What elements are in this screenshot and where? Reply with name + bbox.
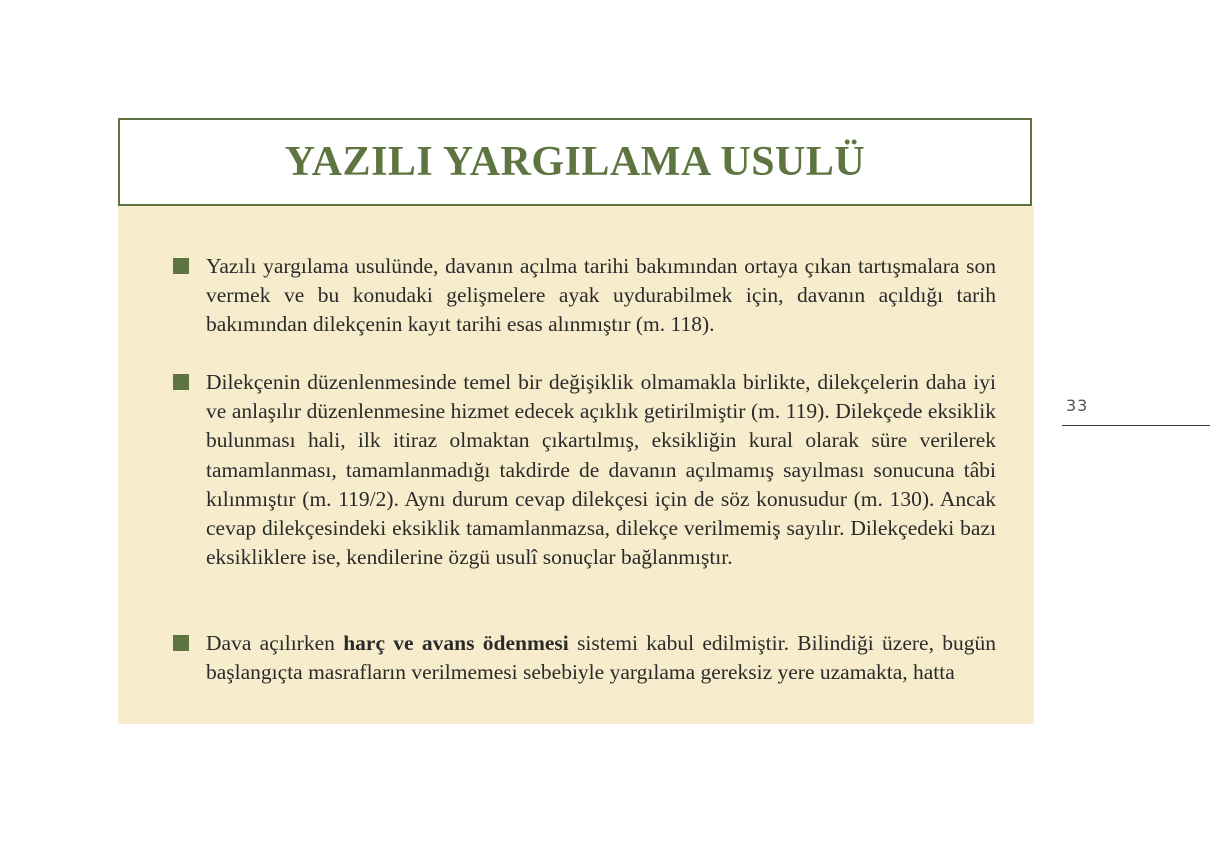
text-segment: sistemi kabul edilmiştir. Bilindiği üzere, bugün başlangıçta masrafların verilmemesi sebebiyle yargılama gereksiz yere uzamakta, hatta <box>206 631 996 685</box>
list-item <box>170 368 996 572</box>
list-item-text: Dilekçenin düzenlenmesinde temel bir değişiklik olmamakla birlikte, dilekçelerin daha iyi ve anlaşılır düzenlenmesine hizmet edecek açıklık getirilmiştir (m. 119). Dilekçede eksiklik bulunması hali, ilk itiraz olmaktan çıkartılmış, eksikliğin kural olarak süre verilerek tamamlanması, tamamlanmadığı takdirde de davanın açılmamış sayılması sonucuna tâbi kılınmıştır (m. 119/2). Aynı durum cevap dilekçesi için de söz konusudur (m. 130). Ancak cevap dilekçesindeki eksiklik tamamlanmazsa, dilekçe verilmemiş sayılır. Dilekçedeki bazı eksikliklere ise, kendilerine özgü usulî sonuçlar bağlanmıştır. <box>206 370 996 570</box>
list-item <box>170 252 996 340</box>
list-item-text <box>206 629 996 687</box>
square-bullet-icon <box>173 635 189 651</box>
square-bullet-icon <box>173 258 189 274</box>
title-box <box>118 118 1032 206</box>
square-bullet-icon <box>173 374 189 390</box>
page-number-rule <box>1062 425 1210 426</box>
list-item <box>170 629 996 687</box>
text-segment: Dava açılırken <box>206 631 344 655</box>
list-item-text: Yazılı yargılama usulünde, davanın açılma tarihi bakımından ortaya çıkan tartışmalara son vermek ve bu konudaki gelişmelere ayak uydurabilmek için, davanın açıldığı tarih bakımından dilekçenin kayıt tarihi esas alınmıştır (m. 118). <box>206 254 996 337</box>
content-panel <box>118 206 1034 724</box>
bold-term: harç ve avans ödenmesi <box>343 631 569 655</box>
page-title: YAZILI YARGILAMA USULÜ <box>284 139 866 185</box>
page-number: 33 <box>1066 396 1089 415</box>
